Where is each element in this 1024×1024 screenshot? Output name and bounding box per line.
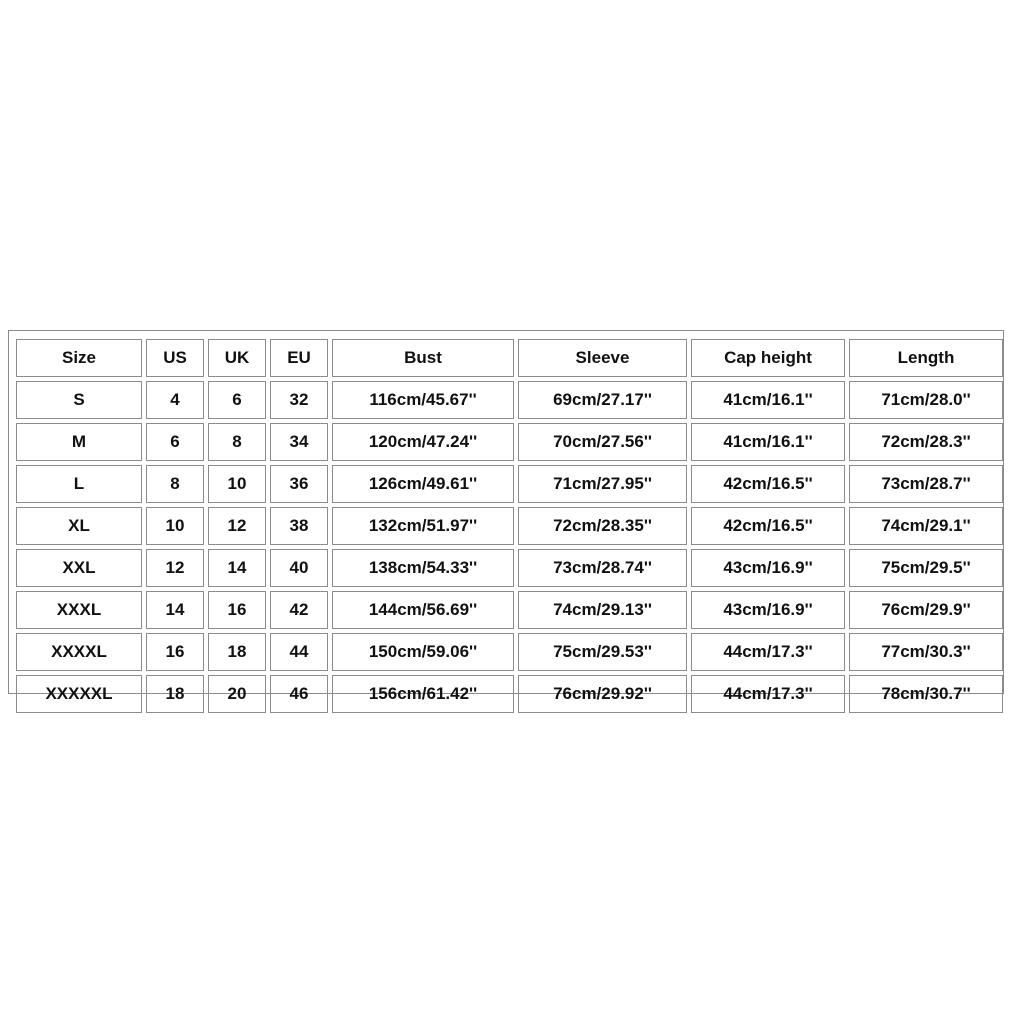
table-cell: 16 — [208, 591, 266, 629]
table-cell: 16 — [146, 633, 204, 671]
table-cell: 18 — [146, 675, 204, 713]
table-cell: 8 — [208, 423, 266, 461]
table-row — [16, 549, 1003, 587]
table-row — [16, 633, 1003, 671]
table-cell: 74cm/29.13'' — [518, 591, 687, 629]
table-cell: 44cm/17.3'' — [691, 675, 845, 713]
table-cell: 6 — [146, 423, 204, 461]
table-cell: 144cm/56.69'' — [332, 591, 514, 629]
table-row — [16, 507, 1003, 545]
size-chart — [8, 330, 1004, 703]
table-cell: 14 — [146, 591, 204, 629]
table-cell: 41cm/16.1'' — [691, 423, 845, 461]
column-header: Sleeve — [518, 339, 687, 377]
column-header: US — [146, 339, 204, 377]
table-cell: M — [16, 423, 142, 461]
table-cell: 40 — [270, 549, 328, 587]
table-cell: 8 — [146, 465, 204, 503]
table-cell: 75cm/29.53'' — [518, 633, 687, 671]
table-cell: 12 — [208, 507, 266, 545]
column-header: Size — [16, 339, 142, 377]
table-row — [16, 675, 1003, 713]
table-cell: 34 — [270, 423, 328, 461]
table-cell: 78cm/30.7'' — [849, 675, 1003, 713]
table-cell: 14 — [208, 549, 266, 587]
table-cell: 76cm/29.92'' — [518, 675, 687, 713]
table-cell: 20 — [208, 675, 266, 713]
table-cell: XXXXXL — [16, 675, 142, 713]
table-cell: 46 — [270, 675, 328, 713]
table-cell: 4 — [146, 381, 204, 419]
table-cell: XL — [16, 507, 142, 545]
table-cell: 71cm/27.95'' — [518, 465, 687, 503]
table-cell: 120cm/47.24'' — [332, 423, 514, 461]
table-cell: 18 — [208, 633, 266, 671]
table-cell: 44cm/17.3'' — [691, 633, 845, 671]
table-cell: 44 — [270, 633, 328, 671]
header-row — [16, 339, 1003, 377]
table-cell: 73cm/28.74'' — [518, 549, 687, 587]
table-cell: 76cm/29.9'' — [849, 591, 1003, 629]
table-cell: 132cm/51.97'' — [332, 507, 514, 545]
table-cell: S — [16, 381, 142, 419]
column-header: UK — [208, 339, 266, 377]
table-cell: XXL — [16, 549, 142, 587]
table-body — [16, 381, 1003, 713]
table-cell: 41cm/16.1'' — [691, 381, 845, 419]
table-cell: 150cm/59.06'' — [332, 633, 514, 671]
table-cell: 77cm/30.3'' — [849, 633, 1003, 671]
table-cell: 43cm/16.9'' — [691, 549, 845, 587]
table-cell: 71cm/28.0'' — [849, 381, 1003, 419]
size-table — [12, 335, 1007, 717]
table-cell: 75cm/29.5'' — [849, 549, 1003, 587]
column-header: EU — [270, 339, 328, 377]
table-cell: 6 — [208, 381, 266, 419]
table-row — [16, 423, 1003, 461]
column-header: Bust — [332, 339, 514, 377]
table-cell: 73cm/28.7'' — [849, 465, 1003, 503]
table-cell: 69cm/27.17'' — [518, 381, 687, 419]
table-cell: 42cm/16.5'' — [691, 465, 845, 503]
table-cell: 138cm/54.33'' — [332, 549, 514, 587]
table-row — [16, 465, 1003, 503]
table-cell: 32 — [270, 381, 328, 419]
table-cell: 74cm/29.1'' — [849, 507, 1003, 545]
column-header: Length — [849, 339, 1003, 377]
table-row — [16, 591, 1003, 629]
table-cell: 10 — [208, 465, 266, 503]
table-cell: 10 — [146, 507, 204, 545]
table-cell: 43cm/16.9'' — [691, 591, 845, 629]
table-cell: 116cm/45.67'' — [332, 381, 514, 419]
table-cell: 42 — [270, 591, 328, 629]
table-cell: 42cm/16.5'' — [691, 507, 845, 545]
table-cell: 36 — [270, 465, 328, 503]
table-cell: 70cm/27.56'' — [518, 423, 687, 461]
table-cell: 126cm/49.61'' — [332, 465, 514, 503]
table-cell: 72cm/28.35'' — [518, 507, 687, 545]
column-header: Cap height — [691, 339, 845, 377]
table-row — [16, 381, 1003, 419]
table-cell: L — [16, 465, 142, 503]
table-cell: XXXXL — [16, 633, 142, 671]
table-cell: 156cm/61.42'' — [332, 675, 514, 713]
table-cell: 72cm/28.3'' — [849, 423, 1003, 461]
table-cell: 38 — [270, 507, 328, 545]
table-cell: 12 — [146, 549, 204, 587]
table-cell: XXXL — [16, 591, 142, 629]
